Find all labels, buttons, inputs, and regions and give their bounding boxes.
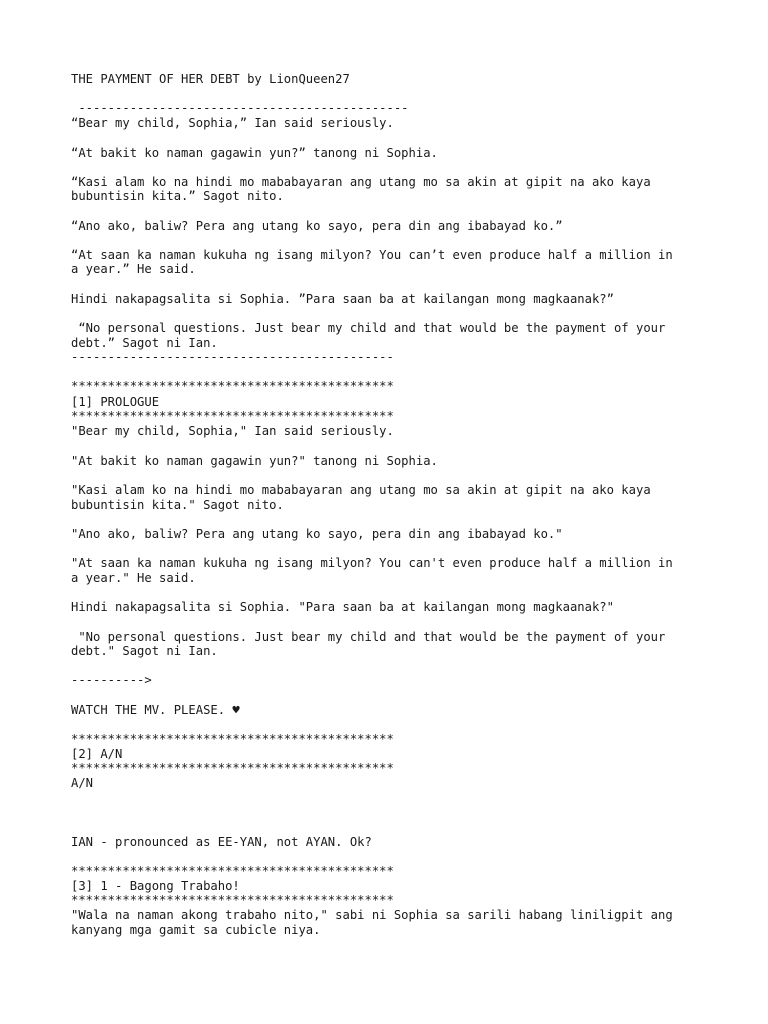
- blurb-line: “Bear my child, Sophia,” Ian said seriously.: [71, 116, 394, 130]
- prologue-line: "Kasi alam ko na hindi mo mababayaran ang utang mo sa akin at gipit na ako kaya: [71, 483, 651, 497]
- blurb-line: “At saan ka naman kukuha ng isang milyon? You can’t even produce half a million in: [71, 248, 673, 262]
- prologue-line: bubuntisin kita." Sagot nito.: [71, 498, 284, 512]
- blurb-line: “At bakit ko naman gagawin yun?” tanong ni Sophia.: [71, 146, 438, 160]
- chapter-heading: [1] PROLOGUE: [71, 395, 160, 409]
- prologue-line: "At saan ka naman kukuha ng isang milyon? You can't even produce half a million in: [71, 556, 673, 570]
- blurb-line: “Ano ako, baliw? Pera ang utang ko sayo, pera din ang ibabayad ko.”: [71, 219, 563, 233]
- author-note-line: IAN - pronounced as EE-YAN, not AYAN. Ok?: [71, 835, 372, 849]
- star-divider: ********************************************: [71, 864, 394, 878]
- blurb-line: Hindi nakapagsalita si Sophia. ”Para saan ba at kailangan mong magkaanak?”: [71, 292, 614, 306]
- prologue-line: "Ano ako, baliw? Pera ang utang ko sayo, pera din ang ibabayad ko.": [71, 527, 563, 541]
- blurb-line: a year.” He said.: [71, 262, 196, 276]
- blurb-line: “No personal questions. Just bear my child and that would be the payment of your: [71, 321, 666, 335]
- blurb-line: bubuntisin kita.” Sagot nito.: [71, 189, 284, 203]
- divider-dashes: --------------------------------------------: [71, 350, 394, 364]
- star-divider: ********************************************: [71, 409, 394, 423]
- star-divider: ********************************************: [71, 379, 394, 393]
- prologue-line: "At bakit ko naman gagawin yun?" tanong ni Sophia.: [71, 454, 438, 468]
- prologue-line: debt." Sagot ni Ian.: [71, 644, 218, 658]
- chapter-line: "Wala na naman akong trabaho nito," sabi ni Sophia sa sarili habang liniligpit ang: [71, 908, 673, 922]
- chapter-line: kanyang mga gamit sa cubicle niya.: [71, 923, 321, 937]
- chapter-heading: [2] A/N: [71, 747, 123, 761]
- prologue-line: "Bear my child, Sophia," Ian said seriously.: [71, 424, 394, 438]
- prologue-line: "No personal questions. Just bear my child and that would be the payment of your: [71, 630, 666, 644]
- star-divider: ********************************************: [71, 732, 394, 746]
- prologue-line: WATCH THE MV. PLEASE. ♥: [71, 703, 240, 717]
- chapter-heading: [3] 1 - Bagong Trabaho!: [71, 879, 240, 893]
- document-title: THE PAYMENT OF HER DEBT by LionQueen27: [71, 72, 350, 86]
- star-divider: ********************************************: [71, 761, 394, 775]
- arrow-divider: ---------->: [71, 673, 152, 687]
- divider-dashes: ---------------------------------------------: [71, 101, 409, 115]
- prologue-line: Hindi nakapagsalita si Sophia. "Para saan ba at kailangan mong magkaanak?": [71, 600, 614, 614]
- prologue-line: a year." He said.: [71, 571, 196, 585]
- blurb-line: “Kasi alam ko na hindi mo mababayaran ang utang mo sa akin at gipit na ako kaya: [71, 175, 651, 189]
- star-divider: ********************************************: [71, 893, 394, 907]
- author-note-line: A/N: [71, 776, 94, 790]
- blurb-line: debt.” Sagot ni Ian.: [71, 336, 218, 350]
